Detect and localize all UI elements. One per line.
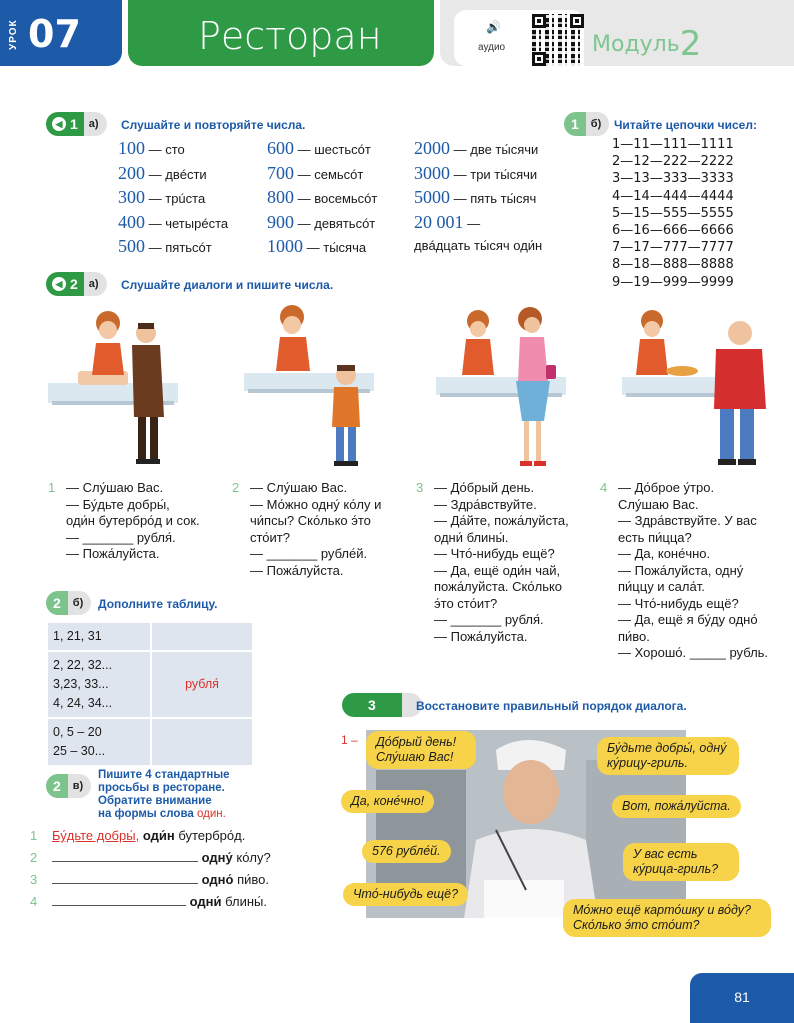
dialog-line: — Да, ещё я бу́ду одно́ [618,612,758,627]
dialog-line: — _______ рубле́й. [250,546,368,561]
page-number: 81 [690,973,794,1023]
exercise-2b-badge: 2 б) [46,591,91,615]
exercise-3-badge: 3 [342,693,422,717]
dialog-line: — Мо́жно одну́ ко́лу и [250,496,382,512]
number-row: 3000 — три ты́сячи [414,162,538,183]
answer-line[interactable] [52,872,198,884]
exercise-1b-badge: 1 б) [564,112,609,136]
number-row: 100 — сто [118,138,185,158]
module-tab [440,0,794,66]
number-row: 900 — девятьсóт [267,211,376,232]
module-indicator [592,20,702,64]
number-row: двáдцать ты́сяч оди́н [414,238,543,253]
dialog-line: — Что́-нибудь ещё? [618,595,739,611]
audio-box[interactable] [454,10,584,66]
dialog-line: Слу́шаю Вас. [618,496,699,512]
number-row: 700 — семьсóт [267,162,364,183]
dialog-start-marker: 1 – [341,733,358,747]
dialog-line: — Да, ещё оди́н чай, [434,562,561,578]
dialog-line: э́то сто́ит? [434,595,498,611]
fill-item-4: 4 одни́ блины́. [30,894,267,909]
exercise-2c-badge: 2 в) [46,774,91,798]
dialog-line: сто́ит? [250,529,290,545]
table-row [47,651,253,718]
speaker-icon: 🔊 [486,20,501,34]
dialog-line: — Бу́дьте добры́, [66,496,170,512]
speech-bubble: 576 рубле́й. [362,840,451,863]
chain-row: 3—13—333—3333 [612,171,734,187]
dialog-line: — Здра́вствуйте. У вас [618,513,757,528]
dialog-line: — _______ рубля́. [434,612,544,627]
module-number: 2 [679,24,702,64]
fill-item-2: 2 одну́ ко́лу? [30,850,271,865]
speech-bubble: Что́-нибудь ещё? [343,883,468,906]
exercise-2c-instruction: Пишите 4 стандартные просьбы в ресторане. Обратите внимание на формы слова один. [98,769,230,820]
table-row [47,718,253,766]
number-row: 1000 — ты́сяча [267,236,367,256]
numbers-column-2 [267,137,377,260]
dialog-line: чи́псы? Ско́лько э́то [250,513,371,528]
speech-bubble: Бу́дьте добры́, одну́ ку́рицу-гриль. [597,737,739,775]
exercise-1a-badge: ◀ 1 а) [46,112,107,136]
chain-row: 9—19—999—9999 [612,274,734,290]
lesson-label: УРОК [8,19,19,50]
table-row [47,622,253,651]
exercise-2a-badge: ◀ 2 а) [46,272,107,296]
dialog-line: — До́брое у́тро. [618,480,715,495]
exercise-2b-instruction: Дополните таблицу. [98,597,218,611]
chain-row: 7—17—777—7777 [612,240,734,256]
number-row: 5000 — пять ты́сяч [414,187,537,207]
dialog-line: — _______ рубля́. [66,529,176,545]
dialog-line: — Пожа́луйста, одну́ [618,562,744,578]
speaker-icon[interactable]: ◀ [52,117,66,131]
exercise-1b-instruction: Читайте цепочки чисел: [614,118,757,132]
number-row: 300 — трúста [118,187,206,207]
dialog-line: пожа́луйста. Ско́лько [434,579,563,594]
dialog-line: есть пи́цца? [618,529,692,545]
declension-table [46,621,254,767]
exercise-1a-instruction: Слушайте и повторяйте числа. [121,118,306,132]
table-cell-answer[interactable] [151,718,253,766]
dialog-line: пи́ццу и сала́т. [618,579,705,594]
answer-line[interactable] [52,894,186,906]
number-row: 400 — четырéста [118,211,229,232]
speech-bubble: У вас есть ку́рица-гриль? [623,843,739,881]
illustration-cafe-2 [244,305,404,475]
lesson-number: 07 [28,12,81,56]
dialog-line: оди́н бутербро́д и сок. [66,513,200,528]
dialog-line: — До́брый день. [434,480,535,495]
audio-label: аудио [478,42,506,53]
dialog-line: — Что́-нибудь ещё? [434,546,555,561]
exercise-2a-instruction: Слушайте диалоги и пишите числа. [121,278,334,292]
number-row: 20 001 — [414,211,481,232]
speech-bubble: Да, коне́чно! [341,790,434,813]
table-cell: 1, 21, 31 [47,622,151,651]
dialog-line: — Да́йте, пожа́луйста, [434,513,569,528]
table-cell: 2, 22, 32... 3,23, 33... 4, 24, 34... [47,651,151,718]
dialog-line: пи́во. [618,628,650,644]
fill-item-3: 3 одно́ пи́во. [30,872,269,887]
speech-bubble: Мо́жно ещё карто́шку и во́ду? Ско́лько э́то сто́ит? [563,899,771,937]
module-label: Модуль [592,32,680,57]
chain-row: 5—15—555—5555 [612,205,734,221]
lesson-tab [0,0,122,66]
dialog-3: 3 — До́брый день. — Здра́вствуйте. — Да́йте, пожа́луйста, одни́ блины́. — Что́-нибудь ещё? — Да, ещё оди́н чай, пожа́луйста. Ско́лько э́то сто́ит? — _______ рубля́. — Пожа́луйста. [416,480,569,644]
dialog-line: — Хорошо́. _____ рубль. [618,645,769,660]
table-cell-answer[interactable] [151,622,253,651]
chain-row: 2—12—222—2222 [612,154,734,170]
answer-line[interactable] [52,850,198,862]
number-chains [612,136,734,291]
dialog-4: 4 — До́брое у́тро. Слу́шаю Вас. — Здра́вствуйте. У вас есть пи́цца? — Да, коне́чно. — Пожа́луйста, одну́ пи́ццу и сала́т. — Что́-нибудь ещё? — Да, ещё я бу́ду одно́ пи́во. — Хорошо́. _____ рубль. [600,480,769,660]
dialog-line: — Слу́шаю Вас. [66,480,164,495]
illustration-cafe-3 [436,305,596,475]
illustration-cafe-1 [48,305,208,475]
speaker-icon[interactable]: ◀ [52,277,66,291]
dialog-line: — Здра́вствуйте. [434,496,537,512]
page-title: Ресторан [128,0,434,66]
number-row: 600 — шестьсóт [267,138,371,158]
fill-item-1: 1 Бу́дьте добры́, оди́н бутербро́д. [30,828,246,843]
number-row: 200 — двéсти [118,162,207,183]
table-cell-answer: рубля́ [151,651,253,718]
dialog-line: — Да, коне́чно. [618,546,711,561]
chain-row: 6—16—666—6666 [612,223,734,239]
illustration-cafe-4 [622,305,782,475]
dialog-line: — Пожа́луйста. [250,562,344,578]
speech-bubble: Вот, пожа́луйста. [612,795,741,818]
dialog-2: 2 — Слу́шаю Вас. — Мо́жно одну́ ко́лу и чи́псы? Ско́лько э́то сто́ит? — _______ рубле́й. — Пожа́луйста. [232,480,382,578]
table-cell: 0, 5 – 20 25 – 30... [47,718,151,766]
number-row: 500 — пятьсóт [118,236,212,256]
number-row: 2000 — две ты́сячи [414,138,539,158]
speech-bubble: До́брый день! Слу́шаю Вас! [366,731,476,769]
numbers-column-3 [414,137,542,258]
exercise-3-instruction: Восстановите правильный порядок диалога. [416,699,687,713]
dialog-1: 1 — Слу́шаю Вас. — Бу́дьте добры́, оди́н бутербро́д и сок. — _______ рубля́. — Пожа́луйста. [48,480,200,561]
dialog-line: — Пожа́луйста. [434,628,528,644]
numbers-column-1 [118,137,228,260]
dialog-line: — Слу́шаю Вас. [250,480,348,495]
chain-row: 8—18—888—8888 [612,257,734,273]
dialog-line: одни́ блины́. [434,529,509,545]
number-row: 800 — восемьсóт [267,187,378,207]
chain-row: 1—11—111—1111 [612,137,734,152]
qr-code-icon[interactable] [532,14,584,66]
dialog-line: — Пожа́луйста. [66,546,160,561]
chain-row: 4—14—444—4444 [612,188,734,204]
